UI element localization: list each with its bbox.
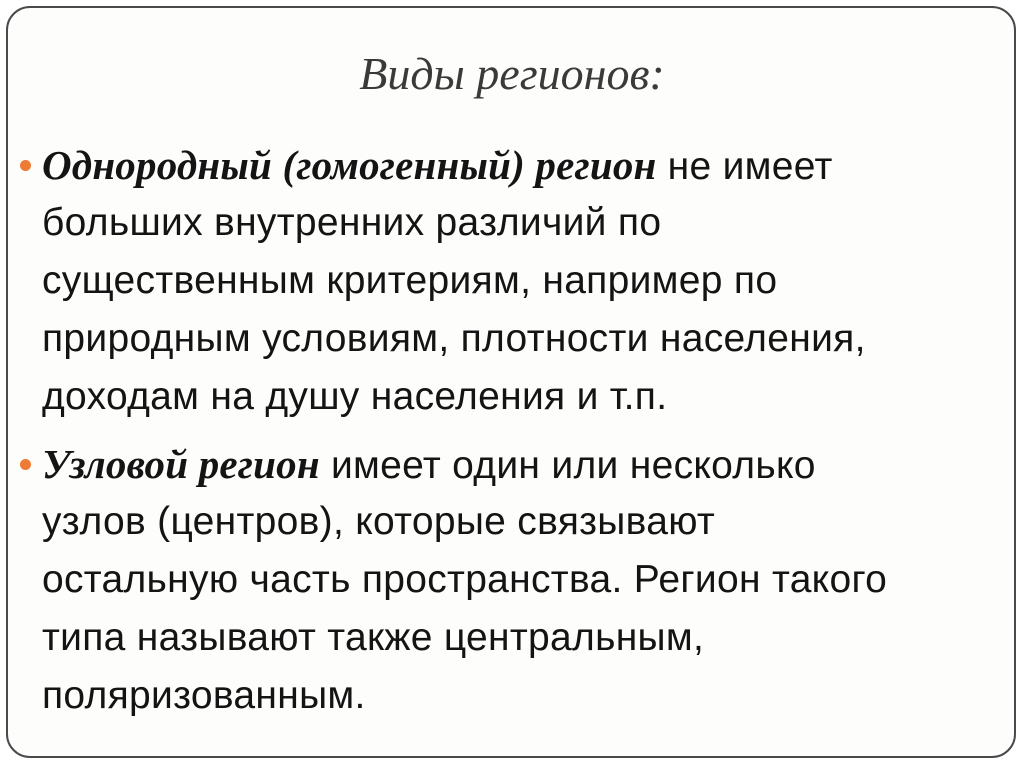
bullet-line: существенным критериям, например по — [42, 259, 778, 302]
bullet-text: имеет один или несколько — [319, 444, 816, 487]
bullet-line: поляризованным. — [42, 674, 366, 717]
bullet-text: не имеет — [656, 145, 833, 188]
slide-title: Виды регионов: — [359, 48, 665, 99]
bullet-line: больших внутренних различий по — [42, 201, 662, 244]
bullet-line: остальную часть пространства. Регион такого — [42, 558, 888, 601]
bullet-line: типа называют также центральным, — [42, 616, 705, 659]
bullet-line — [42, 135, 833, 195]
bullet-term: Узловой регион — [42, 441, 320, 487]
bullet-line: природным условиям, плотности населения, — [42, 317, 866, 360]
bullet-marker-icon — [20, 459, 31, 470]
bullet-line — [42, 434, 816, 494]
bullet-line: узлов (центров), которые связывают — [42, 500, 716, 543]
bullet-term: Однородный (гомогенный) регион — [42, 142, 657, 188]
bullet-marker-icon — [20, 160, 31, 171]
bullet-line: доходам на душу населения и т.п. — [42, 375, 668, 418]
